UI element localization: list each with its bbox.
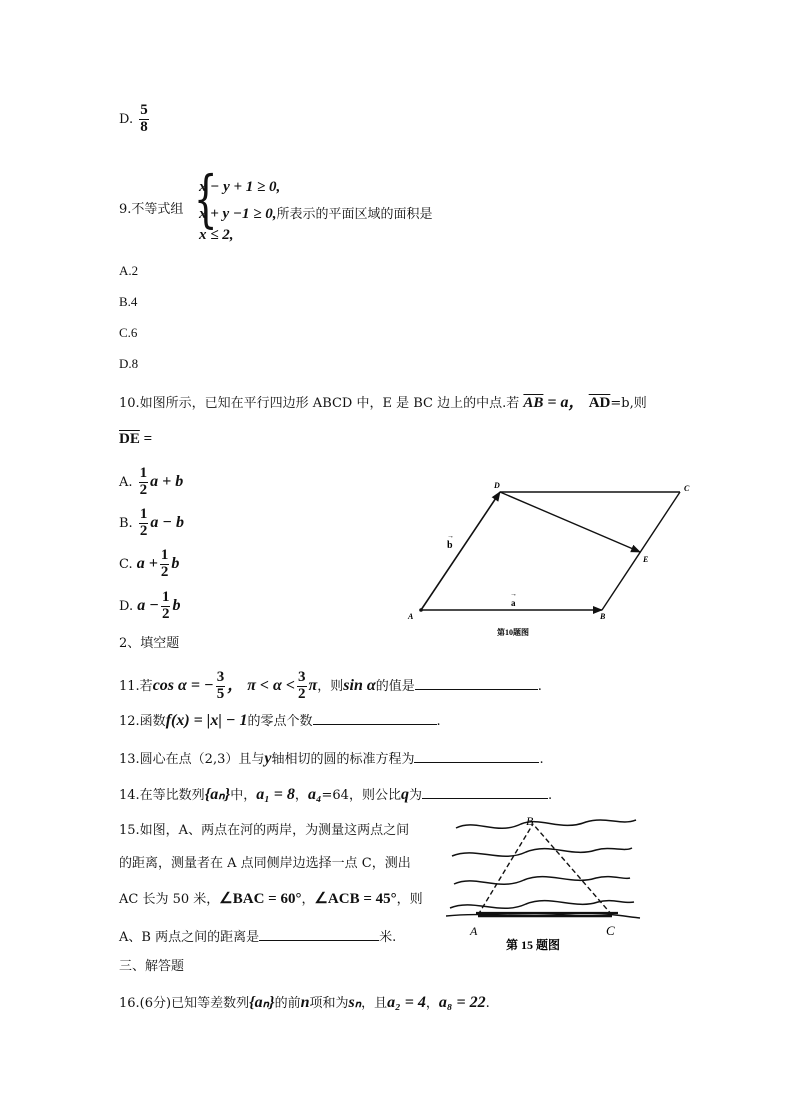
answer-blank[interactable] xyxy=(313,712,437,725)
option-expr-head: a + xyxy=(136,554,158,572)
q10-stem xyxy=(119,395,647,411)
q14-post: 为 xyxy=(408,788,422,803)
label-a: A xyxy=(408,612,414,621)
q9-option-c: C.6 xyxy=(119,325,138,340)
label-b: B xyxy=(600,612,606,621)
angle-bac: ∠BAC = 60° xyxy=(219,891,302,907)
numerator: 3 xyxy=(216,669,225,685)
option-label: C. xyxy=(119,556,133,572)
denominator: 2 xyxy=(160,563,169,580)
q13-y: y xyxy=(264,750,272,767)
fraction xyxy=(139,507,149,540)
inequality-text: x + y −1 ≥ 0, xyxy=(199,206,277,222)
separator: ， xyxy=(301,892,315,907)
river-wave-1 xyxy=(456,820,636,828)
q10-option-c xyxy=(119,548,179,581)
q13-post: 轴相切的圆的标准方程为 xyxy=(271,752,415,767)
figure-caption: 第 15 题图 xyxy=(506,938,561,952)
option-label: D. xyxy=(119,111,134,127)
q14-sep: ， xyxy=(294,788,308,803)
numerator: 1 xyxy=(139,506,148,522)
q14-prefix: 14.在等比数列 xyxy=(119,788,205,803)
vector-ad: $\overline{AD}$ xyxy=(588,395,611,411)
period: . xyxy=(436,714,441,729)
answer-blank[interactable] xyxy=(259,928,379,941)
river-wave-2 xyxy=(452,848,632,856)
side-ad xyxy=(421,492,500,610)
q10-option-d xyxy=(119,590,180,623)
numerator: 3 xyxy=(298,669,306,685)
option-expr: b xyxy=(172,596,181,614)
q12-function: f(x) = |x| − 1 xyxy=(165,712,248,729)
q16-sequence: {aₙ} xyxy=(249,994,275,1011)
label-d: D xyxy=(494,481,500,490)
q15-line-3 xyxy=(119,892,423,907)
q9-option-b: B.4 xyxy=(119,294,138,309)
q11-tail: ，则 xyxy=(317,678,344,694)
fraction xyxy=(161,590,171,623)
stem-text: 10.如图所示，已知在平行四边形 ABCD 中，E 是 BC 边上的中点.若 xyxy=(119,396,520,411)
q15-line4-post: 米. xyxy=(379,930,397,945)
q16-mid1: 的前 xyxy=(274,996,301,1011)
q9-option-d: D.8 xyxy=(119,356,139,371)
segment-ab xyxy=(478,824,533,915)
denominator: 2 xyxy=(139,522,148,539)
vector-a-arrow: → xyxy=(510,590,517,598)
label-vector-a: a xyxy=(511,598,516,608)
label-river-a: A xyxy=(470,924,478,938)
section-solution-heading: 三、解答题 xyxy=(119,959,185,974)
denominator: 5 xyxy=(216,685,225,702)
option-expr: a + b xyxy=(150,472,184,490)
label-e: E xyxy=(643,555,649,564)
q9-suffix: 所表示的平面区域的面积是 xyxy=(276,207,433,222)
side-cb xyxy=(602,492,680,610)
q11-pi: π xyxy=(308,676,318,694)
q15-line3-pre: AC 长为 50 米， xyxy=(119,892,220,907)
q16-sn: sₙ xyxy=(348,994,362,1011)
q9-inequality-2 xyxy=(199,203,433,223)
denominator: 2 xyxy=(139,481,148,498)
q11-cos: cos α = − xyxy=(152,676,214,694)
q14-a1: a₁ = 8 xyxy=(256,786,295,803)
q14-mid3: =64，则公比 xyxy=(321,788,401,803)
vector-ab: $\overline{AB}$ xyxy=(523,395,544,411)
q15-line-2: 的距离，测量者在 A 点同侧岸边选择一点 C，测出 xyxy=(119,856,411,871)
option-expr-head: a − xyxy=(137,596,159,614)
q10-de-line xyxy=(119,432,152,447)
label-vector-b: b xyxy=(447,540,453,551)
denominator: 2 xyxy=(161,605,170,622)
option-label: D. xyxy=(119,598,134,614)
parallelogram-figure xyxy=(400,476,700,642)
numerator: 1 xyxy=(161,589,170,605)
period: . xyxy=(539,752,544,767)
system-brace: { xyxy=(193,162,218,235)
q13 xyxy=(119,750,544,767)
answer-blank[interactable] xyxy=(415,677,538,690)
q15-line-1: 15.如图，A、两点在河的两岸，为测量这两点之间 xyxy=(119,823,410,838)
q16-a8: a₈ = 22 xyxy=(438,994,486,1011)
label-river-c: C xyxy=(606,923,615,938)
q11-post: 的值是 xyxy=(375,678,415,694)
fraction xyxy=(139,466,149,499)
segment-cb xyxy=(533,824,612,915)
q13-prefix: 13.圆心在点（2,3）且与 xyxy=(119,752,265,767)
fraction xyxy=(297,670,307,703)
label-c: C xyxy=(684,484,690,493)
denominator: 8 xyxy=(140,118,148,135)
q9-inequality-1: x − y + 1 ≥ 0, xyxy=(199,179,281,195)
numerator: 5 xyxy=(140,102,148,118)
period: . xyxy=(537,678,542,694)
section-fill-in-heading: 2、填空题 xyxy=(119,636,180,651)
q10-option-b xyxy=(119,507,184,540)
q8-option-d xyxy=(119,103,151,136)
period: . xyxy=(485,996,490,1011)
answer-blank[interactable] xyxy=(414,750,539,763)
segment-de xyxy=(500,492,640,552)
denominator: 2 xyxy=(298,685,306,702)
vector-b-arrow: → xyxy=(447,532,454,540)
q9-prefix: 9.不等式组 xyxy=(119,202,184,217)
equals-a: = a， xyxy=(543,394,585,411)
q16-prefix: 16.(6分)已知等差数列 xyxy=(119,996,250,1011)
q11-range: ， π < α < xyxy=(227,676,296,694)
point-a xyxy=(419,608,423,612)
stem-tail: =b,则 xyxy=(610,396,647,411)
q12-prefix: 12.函数 xyxy=(119,714,166,729)
vector-de: $\overline{DE}$ xyxy=(119,431,140,447)
river-figure xyxy=(446,812,642,957)
label-river-b: B xyxy=(526,814,534,828)
q16-mid2: 项和为 xyxy=(309,996,349,1011)
q14 xyxy=(119,786,552,803)
option-expr: b xyxy=(171,554,180,572)
q9-inequality-3: x ≤ 2, xyxy=(199,227,234,243)
separator: ， xyxy=(425,996,439,1011)
q15-line-4 xyxy=(119,928,396,944)
q11-sin: sin α xyxy=(343,676,376,694)
q16-mid3: ，且 xyxy=(361,996,388,1011)
river-wave-3 xyxy=(454,877,630,885)
q15-line4-pre: A、B 两点之间的距离是 xyxy=(119,930,260,945)
fraction xyxy=(160,548,170,581)
answer-blank[interactable] xyxy=(422,786,548,799)
q12 xyxy=(119,712,441,729)
fraction xyxy=(216,670,226,703)
q16 xyxy=(119,995,490,1011)
option-expr: a − b xyxy=(150,513,185,531)
q10-option-a xyxy=(119,466,183,499)
q16-n: n xyxy=(300,994,310,1011)
q11-prefix: 11.若 xyxy=(119,678,153,694)
equals-sign: = xyxy=(139,431,153,447)
fraction xyxy=(139,103,149,136)
angle-acb: ∠ACB = 45° xyxy=(314,891,397,907)
option-label: B. xyxy=(119,515,133,531)
figure-caption: 第10题图 xyxy=(497,628,529,637)
q16-a2: a₂ = 4 xyxy=(387,994,426,1011)
q14-mid: 中， xyxy=(230,788,257,803)
q14-a4: a₄ xyxy=(307,786,322,803)
q14-sequence: {aₙ} xyxy=(204,786,231,803)
river-wave-4 xyxy=(450,901,634,909)
period: . xyxy=(547,788,553,803)
numerator: 1 xyxy=(160,547,169,563)
numerator: 1 xyxy=(139,465,148,481)
q12-post: 的零点个数 xyxy=(247,714,313,729)
q15-line3-post: ，则 xyxy=(396,892,423,907)
q9-option-a: A.2 xyxy=(119,263,139,278)
q14-q: q xyxy=(400,786,409,803)
q11 xyxy=(119,670,542,703)
option-label: A. xyxy=(119,474,133,490)
